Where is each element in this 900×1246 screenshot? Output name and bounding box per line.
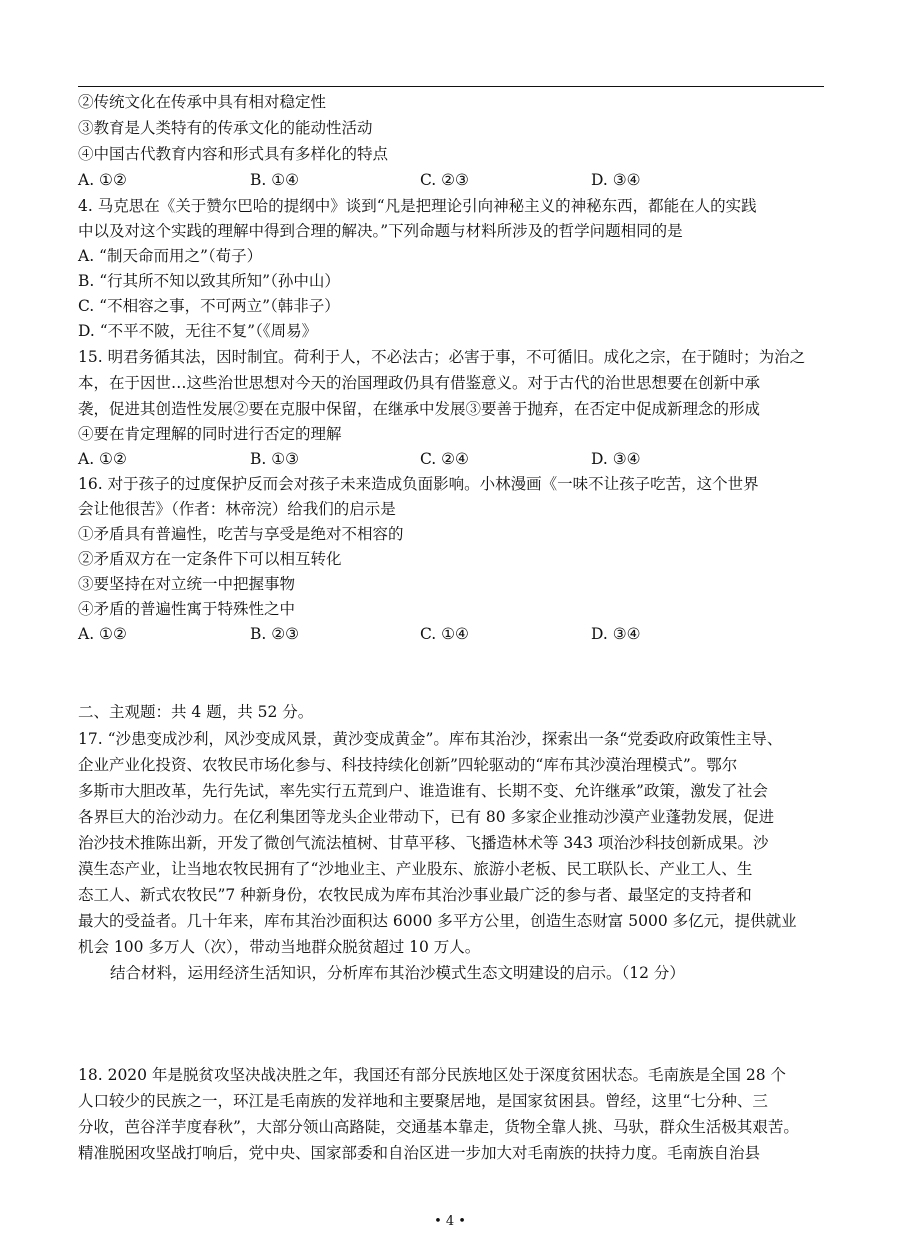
- q15-option-d: D. ③④: [591, 450, 641, 468]
- q15-option-b: B. ①③: [250, 450, 300, 468]
- q14-option-b: B. “行其所不知以致其所知”（孙中山）: [78, 272, 340, 290]
- q14-option-a: A. “制天命而用之”（荀子）: [78, 247, 263, 265]
- q17-line-6: 漠生态产业，让当地农牧民拥有了“沙地业主、产业股东、旅游小老板、民工联队长、产业工人、生: [78, 860, 753, 878]
- q17-line-5: 治沙技术推陈出新，开发了微创气流法植树、甘草平移、飞播造林术等 343 项治沙科技创新成果。沙: [78, 834, 769, 852]
- section-heading: 二、主观题：共 4 题，共 52 分。: [78, 703, 314, 721]
- q3-option-a: A. ①②: [78, 171, 127, 189]
- q14-option-d: D. “不平不陂，无往不复”（《周易》: [78, 322, 318, 340]
- q15-option-c: C. ②④: [420, 450, 469, 468]
- q16-stem-line-2: 会让他很苦》（作者：林帝浣）给我们的启示是: [78, 500, 396, 518]
- q18-line-4: 精准脱困攻坚战打响后，党中央、国家部委和自治区进一步加大对毛南族的扶持力度。毛南族自治县: [78, 1144, 761, 1162]
- q17-task: 结合材料，运用经济生活知识，分析库布其治沙模式生态文明建设的启示。（12 分）: [110, 964, 685, 982]
- q17-line-1: 17. “沙患变成沙利，风沙变成风景，黄沙变成黄金”。库布其治沙，探索出一条“党委政府政策性主导、: [78, 730, 783, 748]
- q16-statement-1: ①矛盾具有普遍性，吃苦与享受是绝对不相容的: [78, 525, 404, 543]
- q16-option-c: C. ①④: [420, 625, 469, 643]
- q14-stem-line-1: 4. 马克思在《关于赞尔巴哈的提纲中》谈到“凡是把理论引向神秘主义的神秘东西，都能在人的实践: [78, 197, 757, 215]
- q16-option-a: A. ①②: [78, 625, 127, 643]
- q3-statement-3: ③教育是人类特有的传承文化的能动性活动: [78, 119, 373, 137]
- q16-statement-4: ④矛盾的普遍性寓于特殊性之中: [78, 600, 296, 618]
- q15-statement-4: ④要在肯定理解的同时进行否定的理解: [78, 425, 342, 443]
- q16-statement-2: ②矛盾双方在一定条件下可以相互转化: [78, 550, 342, 568]
- q17-line-9: 机会 100 多万人（次），带动当地群众脱贫超过 10 万人。: [78, 938, 481, 956]
- page-number: • 4 •: [434, 1214, 466, 1229]
- q16-option-b: B. ②③: [250, 625, 300, 643]
- q18-line-1: 18. 2020 年是脱贫攻坚决战决胜之年，我国还有部分民族地区处于深度贫困状态。毛南族是全国 28 个: [78, 1066, 787, 1084]
- q17-line-4: 各界巨大的治沙动力。在亿利集团等龙头企业带动下，已有 80 多家企业推动沙漠产业蓬勃发展，促进: [78, 808, 775, 826]
- q14-option-c: C. “不相容之事，不可两立”（韩非子）: [78, 297, 340, 315]
- q17-line-3: 多斯市大胆改革，先行先试，率先实行五荒到户、谁造谁有、长期不变、允许继承”政策，激发了社会: [78, 782, 768, 800]
- top-rule: [78, 86, 824, 87]
- q3-option-c: C. ②③: [420, 171, 469, 189]
- q16-option-d: D. ③④: [591, 625, 641, 643]
- q17-line-7: 态工人、新式农牧民”7 种新身份，农牧民成为库布其治沙事业最广泛的参与者、最坚定的支持者和: [78, 886, 752, 904]
- q15-stem-line-1: 15. 明君务循其法，因时制宜。荷利于人，不必法古；必害于事，不可循旧。成化之宗，在于随时；为治之: [78, 348, 806, 366]
- q3-statement-2: ②传统文化在传承中具有相对稳定性: [78, 93, 327, 111]
- q18-line-3: 分收，芭谷洋芋度春秋”，大部分领山高路陡，交通基本靠走，货物全靠人挑、马驮，群众生活极其艰苦。: [78, 1118, 799, 1136]
- q14-stem-line-2: 中以及对这个实践的理解中得到合理的解决。”下列命题与材料所涉及的哲学问题相同的是: [78, 222, 683, 240]
- q17-line-8: 最大的受益者。几十年来，库布其治沙面积达 6000 多平方公里，创造生态财富 5000 多亿元，提供就业: [78, 912, 797, 930]
- q15-stem-line-2: 本，在于因世…这些治世思想对今天的治国理政仍具有借鉴意义。对于古代的治世思想要在创新中承: [78, 374, 761, 392]
- q15-stem-line-3: 袭，促进其创造性发展②要在克服中保留，在继承中发展③要善于抛弃，在否定中促成新理念的形成: [78, 400, 761, 418]
- q3-option-d: D. ③④: [591, 171, 641, 189]
- q15-option-a: A. ①②: [78, 450, 127, 468]
- q3-statement-4: ④中国古代教育内容和形式具有多样化的特点: [78, 145, 389, 163]
- q3-option-b: B. ①④: [250, 171, 300, 189]
- q18-line-2: 人口较少的民族之一，环江是毛南族的发祥地和主要聚居地，是国家贫困县。曾经，这里“七分种、三: [78, 1092, 768, 1110]
- q17-line-2: 企业产业化投资、农牧民市场化参与、科技持续化创新”四轮驱动的“库布其沙漠治理模式”。鄂尔: [78, 756, 738, 774]
- q16-statement-3: ③要坚持在对立统一中把握事物: [78, 575, 296, 593]
- q16-stem-line-1: 16. 对于孩子的过度保护反而会对孩子未来造成负面影响。小林漫画《一味不让孩子吃苦，这个世界: [78, 475, 759, 493]
